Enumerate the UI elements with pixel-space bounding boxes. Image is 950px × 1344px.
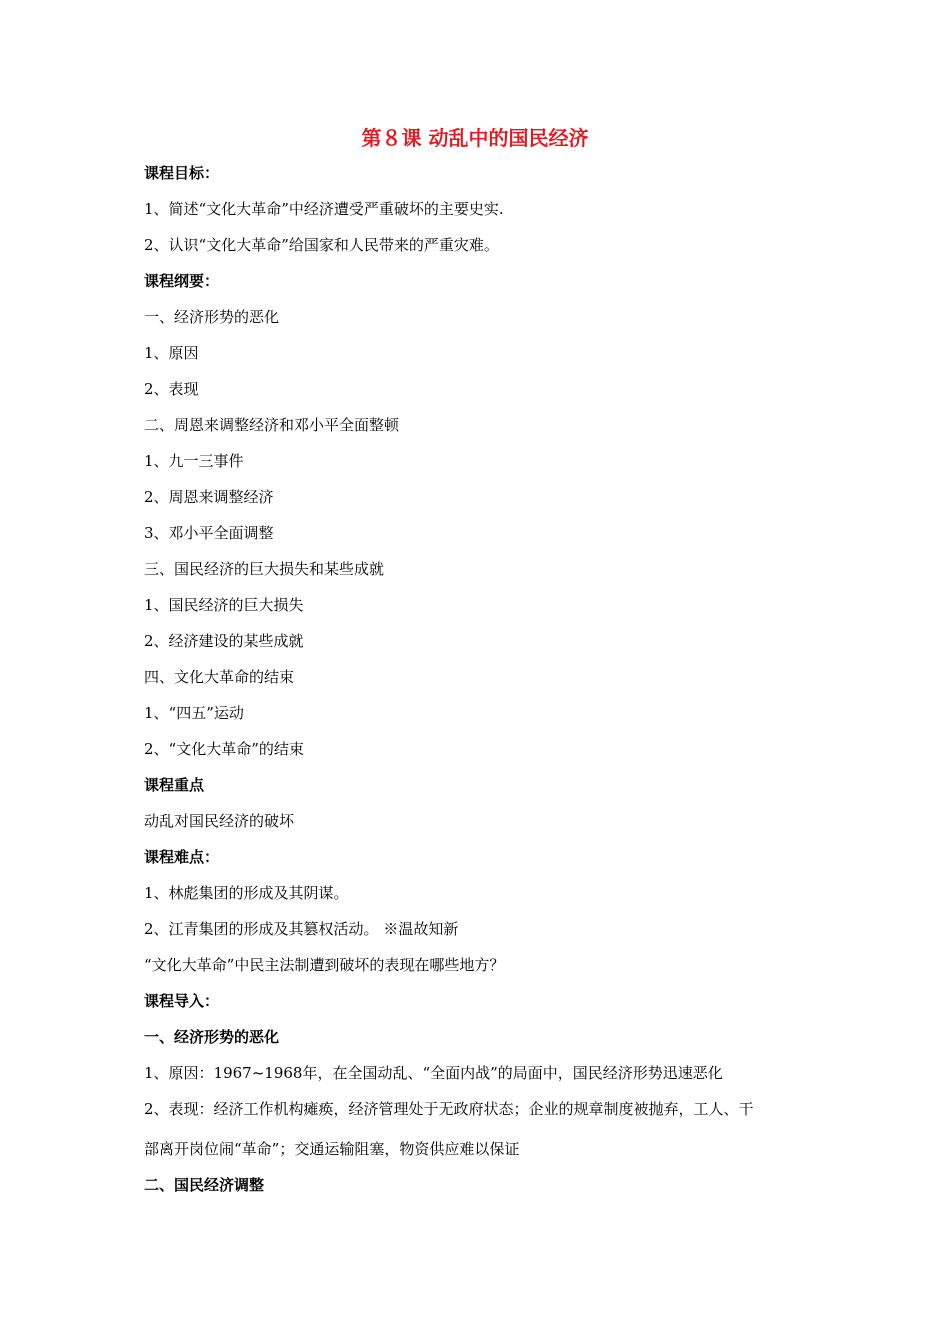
- text-line: 2、表现: [144, 380, 199, 398]
- text-line: 2、认识“文化大革命”给国家和人民带来的严重灾难。: [144, 236, 499, 254]
- text-line: “文化大革命”中民主法制遭到破坏的表现在哪些地方？: [144, 956, 505, 974]
- text-line: 2、“文化大革命”的结束: [144, 740, 304, 758]
- text-line: 1、九一三事件: [144, 452, 244, 470]
- text-line: 课程难点：: [144, 848, 220, 866]
- text-line: 1、“四五”运动: [144, 704, 244, 722]
- text-line: 二、周恩来调整经济和邓小平全面整顿: [144, 416, 400, 434]
- text-line: 课程纲要：: [144, 272, 220, 290]
- text-line: 课程目标：: [144, 164, 220, 182]
- text-line: 3、邓小平全面调整: [144, 524, 274, 542]
- text-line: 一、经济形势的恶化: [144, 1028, 280, 1046]
- text-line: 一、经济形势的恶化: [144, 308, 280, 326]
- text-line: 1、简述“文化大革命”中经济遭受严重破坏的主要史实.: [144, 200, 504, 218]
- text-line: 二、国民经济调整: [144, 1176, 265, 1194]
- text-line: 1、原因：1967~1968年，在全国动乱、“全面内战”的局面中，国民经济形势迅速恶化: [144, 1064, 723, 1082]
- text-line: 课程导入：: [144, 992, 220, 1010]
- text-line: 课程重点: [144, 776, 205, 794]
- text-line: 三、国民经济的巨大损失和某些成就: [144, 560, 385, 578]
- text-line: 2、周恩来调整经济: [144, 488, 274, 506]
- text-line: 动乱对国民经济的破坏: [144, 812, 295, 830]
- text-line: 1、林彪集团的形成及其阴谋。: [144, 884, 349, 902]
- text-line: 1、国民经济的巨大损失: [144, 596, 304, 614]
- text-line: 四、文化大革命的结束: [144, 668, 295, 686]
- text-line: 2、表现：经济工作机构瘫痪，经济管理处于无政府状态；企业的规章制度被抛弃，工人、干: [144, 1100, 754, 1118]
- text-line: 部离开岗位闹“革命”；交通运输阻塞，物资供应难以保证: [144, 1140, 520, 1158]
- text-line: 2、江青集团的形成及其篡权活动。 ※温故知新: [144, 920, 459, 938]
- text-line: 2、经济建设的某些成就: [144, 632, 304, 650]
- text-line: 1、原因: [144, 344, 199, 362]
- document-title: 第８课 动乱中的国民经济: [361, 126, 589, 150]
